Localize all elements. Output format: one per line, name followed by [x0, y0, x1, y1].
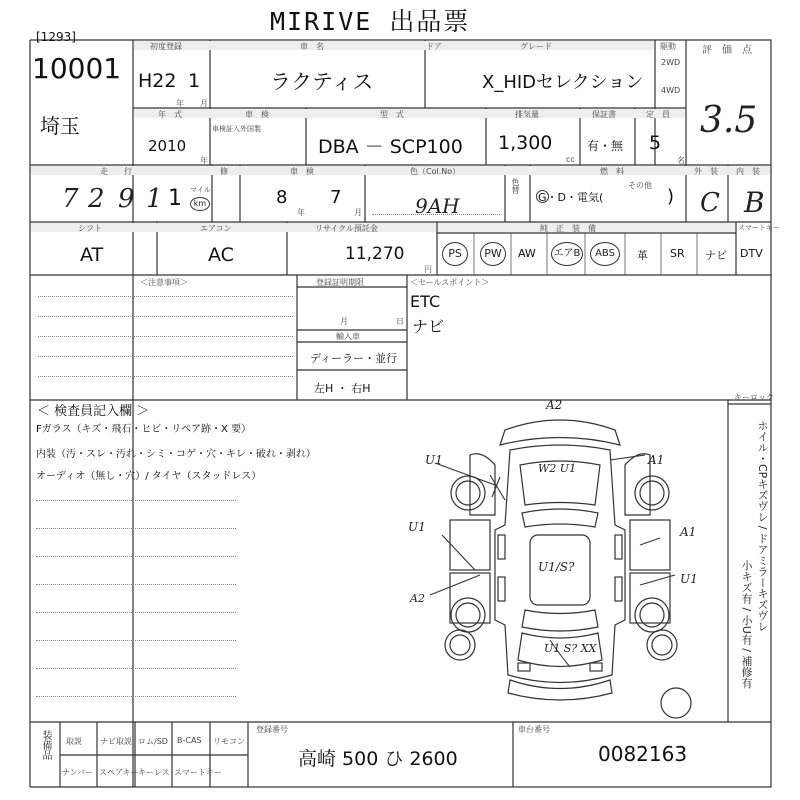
equipment-label: 純 正 装 備: [540, 224, 596, 233]
recycle-label: リサイクル預託金: [315, 224, 378, 233]
shift-label: シフト: [78, 224, 102, 233]
interior-condition-line: 内装（汚・スレ・汚れ・シミ・コゲ・穴・キレ・破れ・剥れ）: [36, 449, 316, 460]
warranty-label: 保証書: [592, 110, 616, 119]
mark-left-door: U1: [408, 520, 426, 534]
fuel-other: その他: [628, 181, 652, 190]
inspection-month: 7: [330, 187, 342, 208]
month-unit: 月: [200, 99, 208, 108]
registration-month: 1: [188, 70, 201, 92]
recycle-fee: 11,270: [345, 244, 405, 264]
interior-label: 内 装: [736, 167, 760, 176]
mileage-digit-4: 1: [146, 184, 163, 214]
drive-label: 駆動: [660, 42, 676, 51]
color-code: 9AH: [415, 194, 460, 218]
mileage-digit-1: 7: [62, 184, 79, 214]
car-name-label: 車 名: [300, 42, 324, 51]
model-label: 型 式: [380, 110, 404, 119]
aircon: AC: [208, 244, 234, 266]
equip-sr: SR: [670, 247, 685, 260]
shift: AT: [80, 244, 104, 266]
equip-leather: 革: [637, 249, 648, 262]
import-label: 輸入車: [336, 332, 360, 341]
inspection-year: 8: [276, 187, 288, 208]
first-registration-label: 初度登録: [150, 42, 182, 51]
mark-roof: U1/S?: [538, 560, 575, 574]
handle-option: 左H ・ 右H: [314, 382, 371, 395]
year-unit: 年: [176, 99, 184, 108]
lot-number: [1293]: [36, 30, 76, 44]
mark-right-door: A1: [680, 525, 697, 539]
aircon-label: エアコン: [200, 224, 232, 233]
inspection-note: 車検証入外国製: [212, 125, 261, 133]
interior-grade: B: [744, 186, 765, 219]
warranty: 有・無: [587, 139, 624, 153]
footer-keyless: キーレス: [138, 768, 170, 777]
fuel-label: 燃 料: [600, 167, 624, 176]
form-title: MIRIVE 出品票: [270, 7, 471, 36]
inspection-title: ＜ 検査員記入欄 ＞: [37, 404, 150, 419]
equip-pw: PW: [480, 242, 506, 266]
inspection-month-unit: 月: [354, 208, 362, 217]
score-label: 評 価 点: [702, 45, 752, 56]
chassis-label: 車台番号: [518, 725, 550, 734]
capacity: 5: [649, 132, 662, 154]
displacement-label: 排気量: [515, 110, 539, 119]
mark-front-right: A1: [648, 453, 665, 467]
model: DBA － SCP100: [318, 136, 463, 158]
mile-unit: マイル: [190, 186, 211, 194]
capacity-label: 定 員: [646, 110, 670, 119]
inspection-label: 車 検: [245, 110, 269, 119]
equipment-dividers: [437, 233, 737, 275]
registration-label: 登録証明期限: [316, 278, 364, 287]
equip-airbag: エアB: [551, 242, 583, 266]
color-label: 色（Col.No）: [410, 167, 461, 176]
footer-spare-key: スペアキー: [99, 768, 139, 777]
repair-label: 修: [220, 167, 228, 176]
vehicle-inspection-label: 車 検: [290, 167, 314, 176]
footer-remote: リモコン: [213, 737, 245, 746]
plate-label: 登録番号: [256, 725, 288, 734]
mark-hood: W2 U1: [538, 462, 577, 475]
fuel-close-paren: ): [667, 186, 675, 207]
mileage-digit-2: 2: [88, 184, 105, 214]
drive-2wd: 2WD: [661, 58, 681, 67]
model-year-label: 年 式: [158, 110, 182, 119]
mileage-digit-5: 1: [168, 186, 182, 211]
footer-navi-manual: ナビ取説: [100, 737, 132, 746]
displacement: 1,300: [498, 132, 553, 154]
mark-left-rear: A2: [410, 592, 425, 605]
score-handwritten: 3.5: [700, 100, 758, 141]
sales-point-navi: ナビ: [412, 317, 445, 336]
sales-point-label: ＜セールスポイント＞: [410, 278, 490, 287]
footer-number-plate: ナンバー: [62, 768, 94, 777]
model-year: 2010: [148, 137, 187, 155]
registration-day-unit: 日: [396, 317, 404, 326]
plate: 高崎 500 ひ 2600: [298, 748, 458, 770]
equip-dtv: DTV: [740, 247, 763, 260]
exterior-grade: C: [700, 188, 720, 218]
mark-front: A2: [546, 398, 563, 412]
yen-unit: 円: [424, 265, 432, 274]
region: 埼玉: [40, 114, 80, 138]
fuel-options: G・D・電気(: [538, 191, 604, 204]
grade: X_HIDセレクション: [482, 72, 644, 93]
drive-4wd: 4WD: [661, 86, 681, 95]
side-note: ホイル・CPキズヴレ / ドアミラーキズヴレ: [756, 420, 769, 633]
equip-abs: ABS: [590, 242, 620, 266]
caution-label: ＜注意事項＞: [140, 278, 188, 287]
km-unit-circled: km: [190, 197, 210, 211]
cc-unit: cc: [566, 155, 575, 164]
model-year-unit: 年: [200, 156, 208, 165]
audio-tire-line: オーディオ（無し・穴）/ タイヤ（スタッドレス）: [36, 471, 262, 482]
registration-month-unit: 月: [340, 317, 348, 326]
car-name: ラクティス: [270, 70, 374, 94]
mark-front-left: U1: [425, 453, 443, 467]
side-note-2: 小キズ有 / 小U有 / 補修有: [740, 560, 753, 689]
mark-rear: U1 S? XX: [544, 642, 597, 655]
entry-number: 10001: [32, 52, 122, 85]
mark-right-rear: U1: [680, 572, 698, 586]
footer-smart-key: スマートキー: [174, 768, 222, 777]
glass-line: Fガラス（キズ・飛石・ヒビ・リペア跡・X 要）: [36, 424, 252, 435]
dealer-option: ディーラー・並行: [310, 352, 398, 365]
door-label: ドア: [426, 42, 442, 51]
footer-manual: 取説: [66, 737, 82, 746]
grade-label: グレード: [520, 42, 552, 51]
footer-bcas: B-CAS: [177, 736, 202, 745]
sales-point-etc: ETC: [410, 292, 441, 311]
keylock-label: キーロック: [734, 393, 774, 402]
era-year: H22: [138, 70, 177, 92]
exterior-label: 外 装: [694, 167, 718, 176]
mileage-digit-3: 9: [118, 184, 135, 214]
smart-key-label: スマートキー: [738, 224, 780, 232]
chassis: 0082163: [598, 742, 688, 766]
equip-aw: AW: [518, 247, 536, 260]
footer-rom-sd: ロム/SD: [138, 737, 168, 746]
footer-equipment-label: 装備品: [40, 730, 51, 760]
inspection-year-unit: 年: [297, 208, 305, 217]
capacity-unit: 名: [677, 156, 685, 165]
equip-ps: PS: [442, 242, 468, 266]
mileage-label: 走 行: [100, 167, 132, 176]
color-change-label: 色替: [511, 178, 520, 194]
equip-navi: ナビ: [705, 249, 727, 262]
